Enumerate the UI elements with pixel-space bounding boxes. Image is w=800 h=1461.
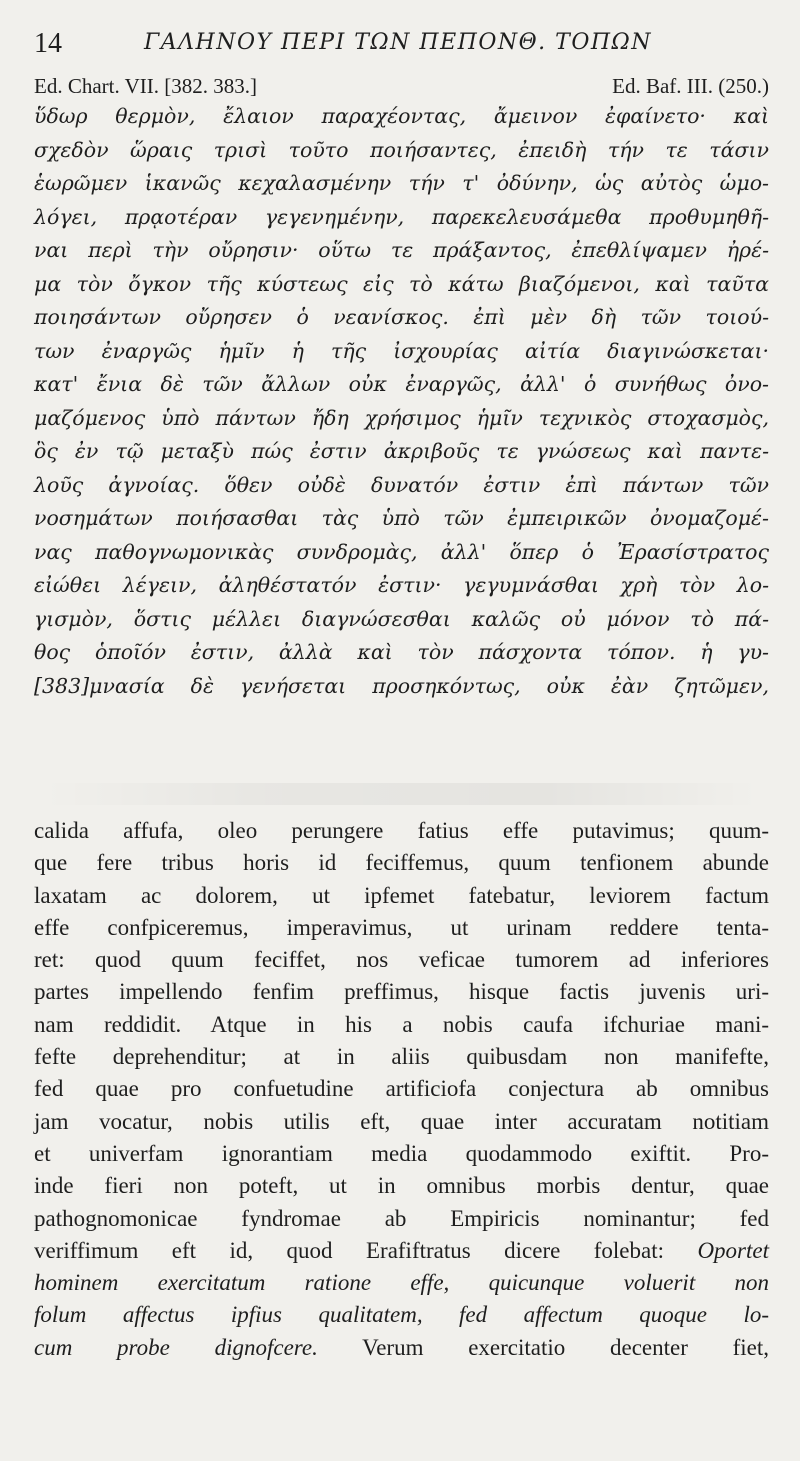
latin-text-line: ret: quod quum feciffet, nos veficae tumorem ad inferiores [34, 947, 769, 973]
greek-text-line: μα τὸν ὄγκον τῆς κύστεως εἰς τὸ κάτω βιαζόμενοι, καὶ ταῦτα [34, 271, 769, 296]
greek-text-line: ναι περὶ τὴν οὔρησιν· οὕτω τε πράξαντος, ἐπεθλίψαμεν ἠρέ- [34, 238, 769, 262]
greek-text-line: σχεδὸν ὥραις τρισὶ τοῦτο ποιήσαντες, ἐπειδὴ τήν τε τάσιν [34, 137, 769, 162]
latin-text-line: fed quae pro confuetudine artificiofa conjectura ab omnibus [34, 1076, 769, 1102]
greek-text-line: θος ὁποῖόν ἐστιν, ἀλλὰ καὶ τὸν πάσχοντα τόπον. ἡ γυ- [34, 640, 769, 664]
latin-text-line: calida affufa, oleo perungere fatius effe putavimus; quum- [34, 818, 769, 843]
greek-text-line: νοσημάτων ποιήσασθαι τὰς ὑπὸ τῶν ἐμπειρικῶν ὀνομαζομέ- [34, 506, 769, 530]
greek-text-line: ὃς ἐν τῷ μεταξὺ πώς ἐστιν ἀκριβοῦς τε γνώσεως καὶ παντε- [34, 439, 769, 463]
edition-chartier-reference: Ed. Chart. VII. [382. 383.] [34, 74, 257, 98]
latin-text-line [34, 1267, 769, 1299]
greek-text-line: ποιησάντων οὔρησεν ὁ νεανίσκος. ἐπὶ μὲν δὴ τῶν τοιού- [34, 305, 769, 329]
bleed-through-shadow [40, 783, 760, 805]
latin-text-line: laxatam ac dolorem, ut ipfemet fatebatur, leviorem factum [34, 882, 769, 908]
latin-italic-quote: hominem exercitatum ratione effe, quicunque voluerit non [34, 1270, 769, 1296]
edition-basel-reference: Ed. Baf. III. (250.) [612, 74, 769, 98]
greek-text-line: κατ' ἔνια δὲ τῶν ἄλλων οὐκ ἐναργῶς, ἀλλ' ὁ συνήθως ὀνο- [34, 372, 769, 396]
greek-text-line: λόγει, πρᾳοτέραν γεγενημένην, παρεκελευσάμεθα προθυμηθῆ- [34, 204, 769, 229]
latin-text-line [34, 1332, 769, 1364]
greek-text-line: νας παθογνωμονικὰς συνδρομὰς, ἀλλ' ὅπερ ὁ Ἐρασίστρατος [34, 539, 769, 564]
greek-text-line: λοῦς ἀγνοίας. ὅθεν οὐδὲ δυνατόν ἐστιν ἐπὶ πάντων τῶν [34, 472, 769, 497]
latin-text-block [34, 815, 769, 1364]
greek-text-line: ἑωρῶμεν ἱκανῶς κεχαλασμένην τήν τ' ὀδύνην, ὡς αὐτὸς ὡμο- [34, 171, 769, 195]
latin-text-line: pathognomonicae fyndromae ab Empiricis nominantur; fed [34, 1205, 769, 1231]
latin-italic-quote: Oportet [697, 1237, 769, 1263]
latin-text-line [34, 1299, 769, 1331]
latin-text-line: effe confpiceremus, imperavimus, ut urinam reddere tenta- [34, 914, 769, 940]
latin-text-line: que fere tribus horis id feciffemus, quum tenfionem abunde [34, 850, 769, 876]
greek-text-block [34, 100, 769, 703]
latin-italic-quote: folum affectus ipfius qualitatem, fed affectum quoque lo- [34, 1302, 769, 1328]
latin-roman-span: Verum exercitatio decenter fiet, [317, 1334, 769, 1360]
edition-reference-line [34, 74, 769, 102]
latin-text-line [34, 1235, 769, 1267]
greek-text-line: [383]μνασία δὲ γενήσεται προσηκόντως, οὐκ ἐὰν ζητῶμεν, [34, 673, 769, 698]
latin-text-line: fefte deprehenditur; at in aliis quibusdam non manifefte, [34, 1044, 769, 1070]
greek-text-line: μαζόμενος ὑπὸ πάντων ἤδη χρήσιμος ἡμῖν τεχνικὸς στοχασμὸς, [34, 405, 769, 430]
greek-text-line: γισμὸν, ὅστις μέλλει διαγνώσεσθαι καλῶς οὐ μόνον τὸ πά- [34, 606, 769, 631]
page-header [34, 28, 769, 62]
greek-text-line: εἰώθει λέγειν, ἀληθέστατόν ἐστιν· γεγυμνάσθαι χρὴ τὸν λο- [34, 573, 769, 597]
running-title: ΓΑΛΗΝΟΥ ΠΕΡΙ ΤΩΝ ΠΕΠΟΝΘ. ΤΟΠΩΝ [144, 30, 653, 55]
latin-italic-quote: cum probe dignofcere. [34, 1334, 318, 1360]
latin-text-line: nam reddidit. Atque in his a nobis caufa ifchuriae mani- [34, 1011, 769, 1037]
latin-text-line: inde fieri non poteft, ut in omnibus morbis dentur, quae [34, 1173, 769, 1199]
greek-text-line: ὕδωρ θερμὸν, ἔλαιον παραχέοντας, ἄμεινον ἐφαίνετο· καὶ [34, 104, 769, 128]
latin-text-line: et univerfam ignorantiam media quodammodo exiftit. Pro- [34, 1140, 769, 1166]
page-number: 14 [34, 28, 62, 59]
latin-text-line: partes impellendo fenfim preffimus, hisque factis juvenis uri- [34, 979, 769, 1005]
latin-roman-span: veriffimum eft id, quod Erafiftratus dicere folebat: [34, 1237, 698, 1263]
latin-text-line: jam vocatur, nobis utilis eft, quae inter accuratam notitiam [34, 1108, 769, 1134]
greek-text-line: των ἐναργῶς ἡμῖν ἡ τῆς ἰσχουρίας αἰτία διαγινώσκεται· [34, 338, 769, 363]
